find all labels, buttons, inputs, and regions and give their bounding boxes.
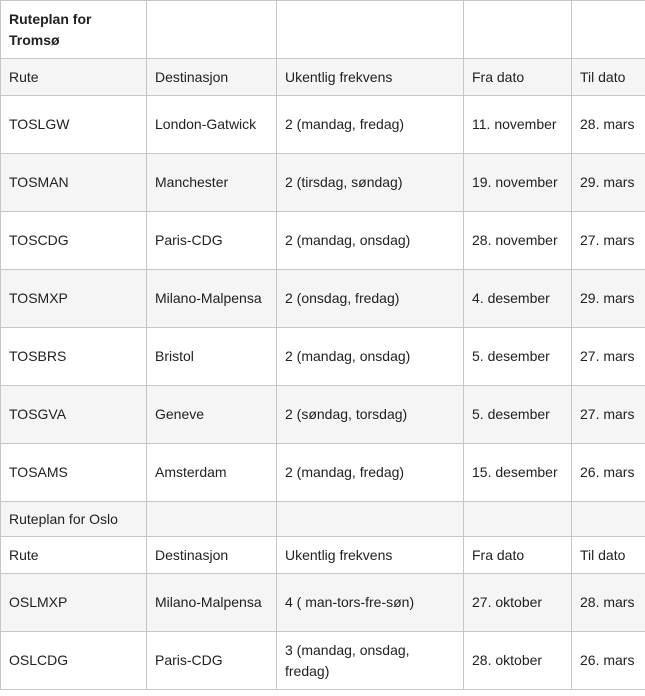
empty-cell xyxy=(147,502,277,537)
empty-cell xyxy=(277,1,464,59)
header-destination: Destinasjon xyxy=(147,537,277,574)
route-code: OSLMXP xyxy=(1,574,147,632)
table-row xyxy=(1,386,645,444)
header-to-date: Til dato xyxy=(572,59,645,96)
empty-cell xyxy=(572,1,645,59)
header-route: Rute xyxy=(1,537,147,574)
table-row xyxy=(1,632,645,690)
weekly-frequency: 2 (mandag, fredag) xyxy=(277,96,464,154)
to-date: 28. mars xyxy=(572,574,645,632)
route-code: TOSLGW xyxy=(1,96,147,154)
empty-cell xyxy=(464,502,572,537)
weekly-frequency: 2 (mandag, fredag) xyxy=(277,444,464,502)
from-date: 15. desember xyxy=(464,444,572,502)
header-weekly-frequency: Ukentlig frekvens xyxy=(277,537,464,574)
table-row xyxy=(1,270,645,328)
route-code: TOSMXP xyxy=(1,270,147,328)
to-date: 28. mars xyxy=(572,96,645,154)
route-code: TOSAMS xyxy=(1,444,147,502)
destination: Bristol xyxy=(147,328,277,386)
header-weekly-frequency: Ukentlig frekvens xyxy=(277,59,464,96)
destination: Milano-Malpensa xyxy=(147,574,277,632)
destination: Manchester xyxy=(147,154,277,212)
from-date: 28. november xyxy=(464,212,572,270)
from-date: 27. oktober xyxy=(464,574,572,632)
empty-cell xyxy=(572,502,645,537)
table-row xyxy=(1,328,645,386)
destination: Amsterdam xyxy=(147,444,277,502)
header-from-date: Fra dato xyxy=(464,59,572,96)
header-to-date: Til dato xyxy=(572,537,645,574)
tromso-section-title: Ruteplan for Tromsø xyxy=(1,1,147,59)
weekly-frequency: 2 (mandag, onsdag) xyxy=(277,328,464,386)
to-date: 26. mars xyxy=(572,444,645,502)
to-date: 26. mars xyxy=(572,632,645,690)
weekly-frequency: 2 (søndag, torsdag) xyxy=(277,386,464,444)
route-code: TOSCDG xyxy=(1,212,147,270)
from-date: 19. november xyxy=(464,154,572,212)
table-row xyxy=(1,574,645,632)
weekly-frequency: 4 ( man-tors-fre-søn) xyxy=(277,574,464,632)
weekly-frequency: 2 (mandag, onsdag) xyxy=(277,212,464,270)
oslo-header-row xyxy=(1,537,645,574)
from-date: 11. november xyxy=(464,96,572,154)
empty-cell xyxy=(277,502,464,537)
weekly-frequency: 2 (tirsdag, søndag) xyxy=(277,154,464,212)
weekly-frequency: 2 (onsdag, fredag) xyxy=(277,270,464,328)
tromso-header-row xyxy=(1,59,645,96)
table-row xyxy=(1,444,645,502)
header-destination: Destinasjon xyxy=(147,59,277,96)
route-code: OSLCDG xyxy=(1,632,147,690)
destination: Paris-CDG xyxy=(147,212,277,270)
to-date: 29. mars xyxy=(572,154,645,212)
route-code: TOSBRS xyxy=(1,328,147,386)
destination: Paris-CDG xyxy=(147,632,277,690)
oslo-title-row xyxy=(1,502,645,537)
route-code: TOSMAN xyxy=(1,154,147,212)
from-date: 5. desember xyxy=(464,386,572,444)
table-row xyxy=(1,154,645,212)
table-row xyxy=(1,212,645,270)
from-date: 28. oktober xyxy=(464,632,572,690)
oslo-section-title: Ruteplan for Oslo xyxy=(1,502,147,537)
empty-cell xyxy=(464,1,572,59)
destination: Geneve xyxy=(147,386,277,444)
route-code: TOSGVA xyxy=(1,386,147,444)
to-date: 27. mars xyxy=(572,328,645,386)
to-date: 27. mars xyxy=(572,386,645,444)
destination: Milano-Malpensa xyxy=(147,270,277,328)
from-date: 4. desember xyxy=(464,270,572,328)
table-row xyxy=(1,96,645,154)
from-date: 5. desember xyxy=(464,328,572,386)
empty-cell xyxy=(147,1,277,59)
tromso-title-row xyxy=(1,1,645,59)
header-route: Rute xyxy=(1,59,147,96)
to-date: 29. mars xyxy=(572,270,645,328)
weekly-frequency: 3 (mandag, onsdag, fredag) xyxy=(277,632,464,690)
destination: London-Gatwick xyxy=(147,96,277,154)
header-from-date: Fra dato xyxy=(464,537,572,574)
to-date: 27. mars xyxy=(572,212,645,270)
